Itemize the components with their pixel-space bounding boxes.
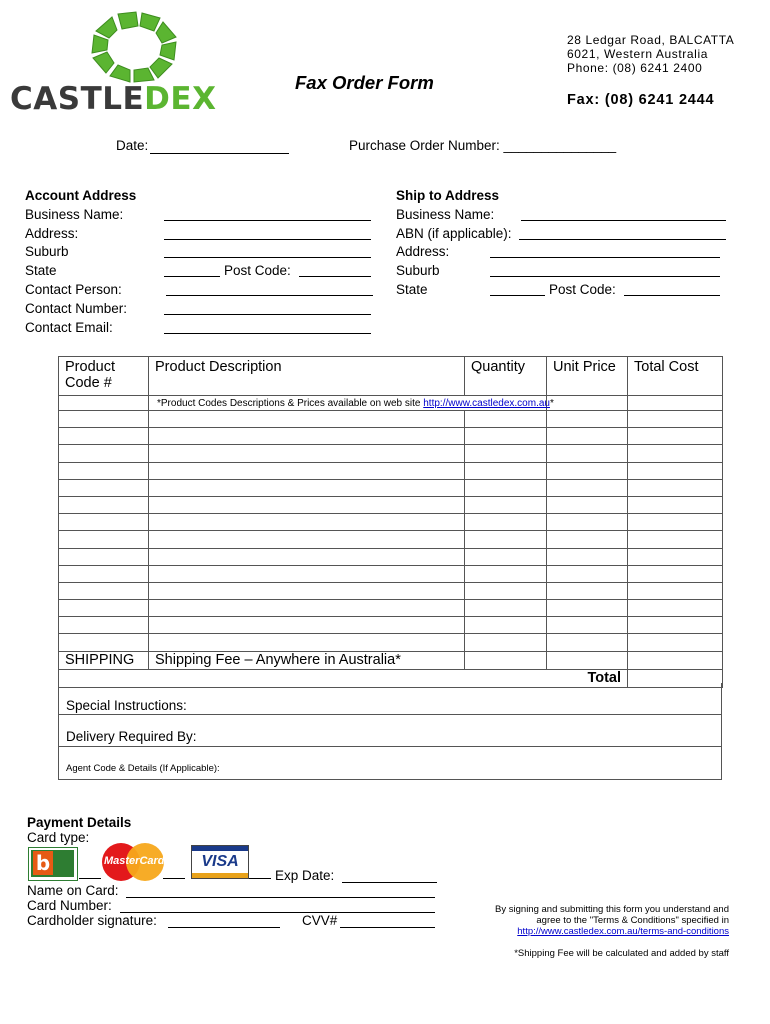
ship-business-name-field[interactable] bbox=[521, 207, 726, 221]
total-cost-cell[interactable] bbox=[628, 600, 723, 617]
account-address-heading: Account Address bbox=[25, 188, 137, 203]
order-line-row bbox=[59, 496, 723, 513]
product-code-cell[interactable] bbox=[59, 462, 149, 479]
total-cost-cell[interactable] bbox=[628, 548, 723, 565]
table-header-row bbox=[59, 357, 723, 396]
ship-state-field[interactable] bbox=[490, 282, 545, 296]
terms-line1: By signing and submitting this form you understand and bbox=[495, 904, 729, 915]
header-product-code: Product Code # bbox=[59, 357, 149, 396]
account-contact-person-label: Contact Person: bbox=[25, 282, 122, 297]
total-cost-cell[interactable] bbox=[628, 634, 723, 651]
total-cost-cell[interactable] bbox=[628, 582, 723, 599]
order-line-row bbox=[59, 582, 723, 599]
quantity-cell[interactable] bbox=[465, 531, 547, 548]
quantity-cell[interactable] bbox=[465, 428, 547, 445]
order-line-row bbox=[59, 411, 723, 428]
product-code-cell[interactable] bbox=[59, 428, 149, 445]
product-description-cell[interactable] bbox=[149, 600, 465, 617]
bankcard-icon[interactable]: b bbox=[28, 847, 78, 881]
account-contact-email-label: Contact Email: bbox=[25, 320, 113, 335]
visa-checkbox[interactable] bbox=[249, 868, 271, 879]
quantity-cell[interactable] bbox=[465, 411, 547, 428]
total-cost-cell[interactable] bbox=[628, 462, 723, 479]
product-description-cell[interactable] bbox=[149, 565, 465, 582]
account-contact-email-field[interactable] bbox=[164, 320, 371, 334]
cardholder-signature-field[interactable] bbox=[168, 913, 280, 928]
unit-price-cell[interactable] bbox=[547, 496, 628, 513]
unit-price-cell[interactable] bbox=[547, 600, 628, 617]
account-post-code-field[interactable] bbox=[299, 263, 371, 277]
unit-price-cell[interactable] bbox=[547, 617, 628, 634]
account-post-code-label: Post Code: bbox=[224, 263, 291, 278]
mastercard-checkbox[interactable] bbox=[163, 868, 185, 879]
order-line-row bbox=[59, 634, 723, 651]
product-code-cell[interactable] bbox=[59, 479, 149, 496]
unit-price-cell[interactable] bbox=[547, 445, 628, 462]
date-field[interactable] bbox=[150, 139, 289, 154]
header-product-description: Product Description bbox=[149, 357, 465, 396]
unit-price-cell[interactable] bbox=[547, 582, 628, 599]
product-description-cell[interactable] bbox=[149, 514, 465, 531]
cvv-field[interactable] bbox=[340, 913, 435, 928]
ship-post-code-field[interactable] bbox=[624, 282, 720, 296]
unit-price-cell[interactable] bbox=[547, 634, 628, 651]
order-line-row bbox=[59, 565, 723, 582]
ship-suburb-field[interactable] bbox=[490, 263, 720, 277]
bankcard-checkbox[interactable] bbox=[79, 868, 101, 879]
account-state-field[interactable] bbox=[164, 263, 220, 277]
product-code-cell[interactable] bbox=[59, 445, 149, 462]
payment-heading: Payment Details bbox=[27, 815, 132, 830]
account-contact-person-field[interactable] bbox=[166, 282, 373, 296]
product-codes-note: *Product Codes Descriptions & Prices available on web site http://www.castledex.com.au* bbox=[149, 396, 547, 411]
order-line-row bbox=[59, 479, 723, 496]
quantity-cell[interactable] bbox=[465, 462, 547, 479]
product-code-cell[interactable] bbox=[59, 411, 149, 428]
company-address-line2: 6021, Western Australia bbox=[567, 47, 708, 61]
total-cost-cell[interactable] bbox=[628, 411, 723, 428]
total-cost-cell[interactable] bbox=[628, 445, 723, 462]
account-contact-number-label: Contact Number: bbox=[25, 301, 128, 316]
quantity-cell[interactable] bbox=[465, 634, 547, 651]
total-cost-cell[interactable] bbox=[628, 479, 723, 496]
product-code-cell[interactable] bbox=[59, 548, 149, 565]
unit-price-cell[interactable] bbox=[547, 548, 628, 565]
account-address-field[interactable] bbox=[164, 226, 371, 240]
product-description-cell[interactable] bbox=[149, 582, 465, 599]
shipping-description: Shipping Fee – Anywhere in Australia* bbox=[149, 651, 465, 669]
product-description-cell[interactable] bbox=[149, 531, 465, 548]
ship-abn-field[interactable] bbox=[519, 226, 726, 240]
product-description-cell[interactable] bbox=[149, 617, 465, 634]
shipping-fee-note: *Shipping Fee will be calculated and added by staff bbox=[514, 948, 729, 959]
account-contact-number-field[interactable] bbox=[164, 301, 371, 315]
unit-price-cell[interactable] bbox=[547, 428, 628, 445]
unit-price-cell[interactable] bbox=[547, 479, 628, 496]
product-description-cell[interactable] bbox=[149, 462, 465, 479]
agent-code-label[interactable]: Agent Code & Details (If Applicable): bbox=[66, 763, 220, 774]
account-state-label: State bbox=[25, 263, 57, 278]
quantity-cell[interactable] bbox=[465, 514, 547, 531]
mastercard-icon[interactable]: MasterCard bbox=[102, 843, 164, 881]
total-cost-cell[interactable] bbox=[628, 496, 723, 513]
name-on-card-field[interactable] bbox=[126, 883, 435, 898]
exp-date-field[interactable] bbox=[342, 868, 437, 883]
unit-price-cell[interactable] bbox=[547, 462, 628, 479]
unit-price-cell[interactable] bbox=[547, 531, 628, 548]
ship-state-label: State bbox=[396, 282, 428, 297]
shipping-row bbox=[59, 651, 723, 669]
order-line-rows bbox=[59, 411, 723, 652]
product-code-cell[interactable] bbox=[59, 565, 149, 582]
order-line-row bbox=[59, 428, 723, 445]
quantity-cell[interactable] bbox=[465, 479, 547, 496]
product-code-cell[interactable] bbox=[59, 496, 149, 513]
header-total-cost: Total Cost bbox=[628, 357, 723, 396]
ship-to-heading: Ship to Address bbox=[396, 188, 500, 203]
quantity-cell[interactable] bbox=[465, 582, 547, 599]
form-title: Fax Order Form bbox=[295, 72, 434, 93]
order-line-row bbox=[59, 445, 723, 462]
order-table bbox=[58, 356, 723, 688]
shipping-code: SHIPPING bbox=[59, 651, 149, 669]
account-business-name-field[interactable] bbox=[164, 207, 371, 221]
card-number-field[interactable] bbox=[120, 898, 435, 913]
visa-icon[interactable]: VISA bbox=[191, 845, 249, 879]
company-address-line1: 28 Ledgar Road, BALCATTA bbox=[567, 33, 735, 47]
product-code-cell[interactable] bbox=[59, 514, 149, 531]
website-link[interactable]: http://www.castledex.com.au bbox=[423, 397, 550, 409]
cvv-label: CVV# bbox=[302, 913, 338, 928]
ship-suburb-label: Suburb bbox=[396, 263, 440, 278]
card-number-label: Card Number: bbox=[27, 898, 112, 913]
account-suburb-label: Suburb bbox=[25, 244, 69, 259]
quantity-cell[interactable] bbox=[465, 617, 547, 634]
ship-address-field[interactable] bbox=[490, 244, 720, 258]
terms-link[interactable]: http://www.castledex.com.au/terms-and-conditions bbox=[517, 926, 729, 937]
terms-line2: agree to the "Terms & Conditions" specified in bbox=[536, 915, 729, 926]
unit-price-cell[interactable] bbox=[547, 514, 628, 531]
total-cost-cell[interactable] bbox=[628, 531, 723, 548]
total-cost-cell[interactable] bbox=[628, 565, 723, 582]
order-line-row bbox=[59, 617, 723, 634]
product-description-cell[interactable] bbox=[149, 479, 465, 496]
product-code-cell[interactable] bbox=[59, 634, 149, 651]
account-address-label: Address: bbox=[25, 226, 79, 241]
date-label: Date: bbox=[116, 138, 149, 153]
product-description-cell[interactable] bbox=[149, 428, 465, 445]
special-instructions-label: Special Instructions: bbox=[66, 698, 187, 713]
delivery-required-label: Delivery Required By: bbox=[66, 729, 197, 744]
exp-date-label: Exp Date: bbox=[275, 868, 335, 883]
total-cost-cell[interactable] bbox=[628, 428, 723, 445]
product-description-cell[interactable] bbox=[149, 411, 465, 428]
company-phone: Phone: (08) 6241 2400 bbox=[567, 61, 703, 75]
quantity-cell[interactable] bbox=[465, 600, 547, 617]
order-line-row bbox=[59, 514, 723, 531]
ship-abn-label: ABN (if applicable): bbox=[396, 226, 512, 241]
total-cost-cell[interactable] bbox=[628, 617, 723, 634]
order-line-row bbox=[59, 462, 723, 479]
header-unit-price: Unit Price bbox=[547, 357, 628, 396]
quantity-cell[interactable] bbox=[465, 565, 547, 582]
account-business-name-label: Business Name: bbox=[25, 207, 124, 222]
total-cost-cell[interactable] bbox=[628, 514, 723, 531]
cardholder-signature-label: Cardholder signature: bbox=[27, 913, 157, 928]
delivery-required-row[interactable] bbox=[59, 715, 721, 747]
special-instructions-row[interactable] bbox=[59, 683, 721, 715]
product-code-cell[interactable] bbox=[59, 617, 149, 634]
ship-business-name-label: Business Name: bbox=[396, 207, 495, 222]
order-line-row bbox=[59, 531, 723, 548]
purchase-order-number[interactable]: Purchase Order Number: _______________ bbox=[349, 138, 617, 153]
table-note-row bbox=[59, 396, 723, 411]
logo-ring-icon bbox=[90, 10, 180, 82]
unit-price-cell[interactable] bbox=[547, 411, 628, 428]
account-suburb-field[interactable] bbox=[164, 244, 371, 258]
total-label: Total bbox=[59, 669, 628, 687]
ship-address-label: Address: bbox=[396, 244, 450, 259]
product-description-cell[interactable] bbox=[149, 445, 465, 462]
product-description-cell[interactable] bbox=[149, 496, 465, 513]
product-code-cell[interactable] bbox=[59, 531, 149, 548]
order-line-row bbox=[59, 600, 723, 617]
product-description-cell[interactable] bbox=[149, 634, 465, 651]
quantity-cell[interactable] bbox=[465, 548, 547, 565]
name-on-card-label: Name on Card: bbox=[27, 883, 119, 898]
shipping-cost-cell[interactable] bbox=[628, 651, 723, 669]
company-fax: Fax: (08) 6241 2444 bbox=[567, 92, 715, 108]
product-code-cell[interactable] bbox=[59, 600, 149, 617]
order-line-row bbox=[59, 548, 723, 565]
logo-wordmark: CASTLEDEX bbox=[10, 81, 217, 117]
product-code-cell[interactable] bbox=[59, 582, 149, 599]
instructions-box bbox=[58, 683, 722, 780]
card-type-label: Card type: bbox=[27, 830, 90, 845]
unit-price-cell[interactable] bbox=[547, 565, 628, 582]
ship-post-code-label: Post Code: bbox=[549, 282, 616, 297]
product-description-cell[interactable] bbox=[149, 548, 465, 565]
header-quantity: Quantity bbox=[465, 357, 547, 396]
quantity-cell[interactable] bbox=[465, 496, 547, 513]
quantity-cell[interactable] bbox=[465, 445, 547, 462]
